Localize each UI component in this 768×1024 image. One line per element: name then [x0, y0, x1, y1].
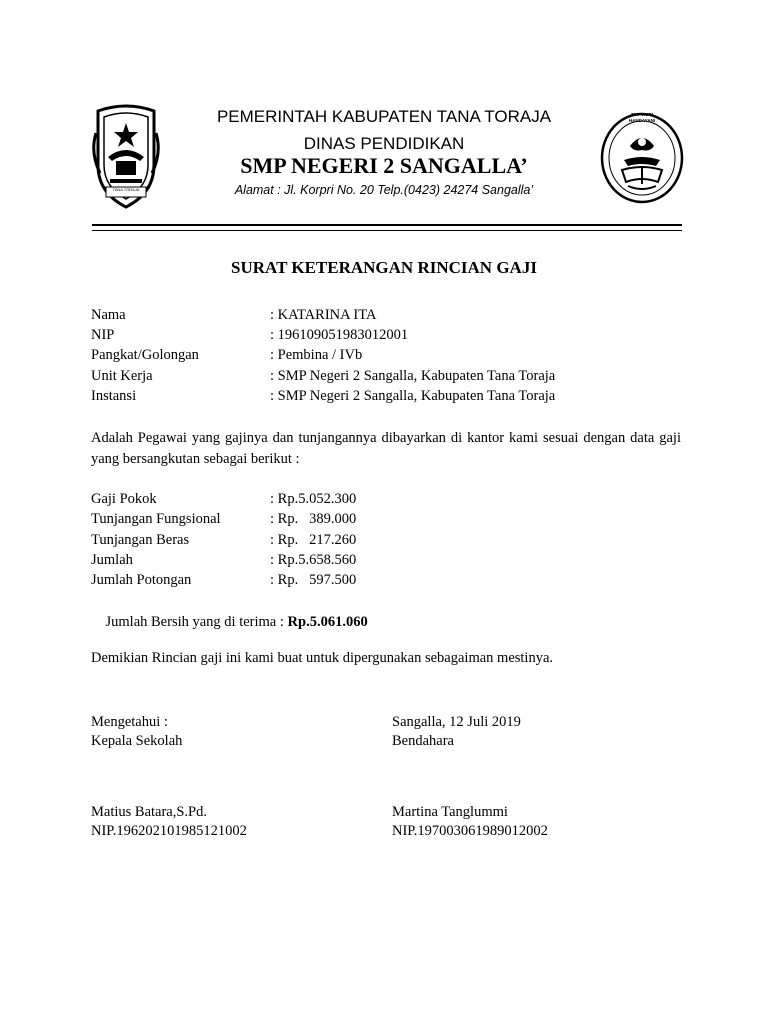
acknowledged-label: Mengetahui :: [91, 714, 168, 730]
salary-label-functional-allowance: Tunjangan Fungsional: [91, 511, 221, 527]
salary-label-total: Jumlah: [91, 552, 133, 568]
salary-value-deductions: : Rp. 597.500: [270, 572, 357, 588]
school-address: Alamat : Jl. Korpri No. 20 Telp.(0423) 24274 Sangalla’: [234, 183, 534, 197]
identity-value-work-unit: : SMP Negeri 2 Sangalla, Kabupaten Tana Toraja: [270, 368, 556, 384]
identity-label-nip: NIP: [91, 327, 115, 343]
salary-label-basic: Gaji Pokok: [91, 491, 157, 507]
government-name: PEMERINTAH KABUPATEN TANA TORAJA: [216, 107, 552, 126]
document-title: SURAT KETERANGAN RINCIAN GAJI: [231, 258, 537, 277]
principal-name: Matius Batara,S.Pd.: [91, 804, 207, 820]
intro-paragraph: Adalah Pegawai yang gajinya dan tunjangannya dibayarkan di kantor kami sesuai dengan data gaji yang bersangkutan sebagai berikut :: [91, 430, 681, 467]
salary-label-rice-allowance: Tunjangan Beras: [91, 532, 190, 548]
identity-label-rank: Pangkat/Golongan: [91, 347, 199, 363]
treasurer-name: Martina Tanglummi: [392, 804, 508, 820]
salary-label-deductions: Jumlah Potongan: [91, 572, 192, 588]
identity-label-work-unit: Unit Kerja: [91, 368, 153, 384]
identity-value-institution: : SMP Negeri 2 Sangalla, Kabupaten Tana Toraja: [270, 388, 556, 404]
place-date: Sangalla, 12 Juli 2019: [392, 714, 521, 730]
department-name: DINAS PENDIDIKAN: [303, 134, 465, 153]
letterhead-divider-thin: [92, 230, 682, 231]
closing-statement: Demikian Rincian gaji ini kami buat untuk dipergunakan sebagaiman mestinya.: [91, 650, 554, 666]
tut-wuri-handayani-emblem-icon: [598, 110, 686, 206]
left-emblem-caption: TANA TORAJA: [112, 187, 140, 192]
identity-label-name: Nama: [91, 307, 126, 323]
treasurer-nip: NIP.197003061989012002: [392, 823, 548, 839]
right-emblem-text: TUT WURI HANDAYANI: [628, 112, 656, 123]
identity-value-name: : KATARINA ITA: [270, 307, 377, 323]
tana-toraja-regency-emblem-icon: [90, 103, 162, 211]
salary-value-basic: : Rp.5.052.300: [270, 491, 357, 507]
salary-value-total: : Rp.5.658.560: [270, 552, 357, 568]
letterhead-divider-thick: [92, 224, 682, 226]
net-pay-value: Rp.5.061.060: [287, 614, 368, 630]
school-name: SMP NEGERI 2 SANGALLA’: [240, 153, 528, 178]
salary-value-rice-allowance: : Rp. 217.260: [270, 532, 357, 548]
principal-nip: NIP.196202101985121002: [91, 823, 247, 839]
treasurer-title: Bendahara: [392, 733, 454, 749]
identity-value-rank: : Pembina / IVb: [270, 347, 363, 363]
identity-label-institution: Instansi: [91, 388, 137, 404]
principal-title: Kepala Sekolah: [91, 733, 183, 749]
salary-value-functional-allowance: : Rp. 389.000: [270, 511, 357, 527]
net-pay-label: Jumlah Bersih yang di terima :: [105, 614, 284, 630]
identity-value-nip: : 196109051983012001: [270, 327, 409, 343]
net-pay-row: [91, 592, 368, 652]
